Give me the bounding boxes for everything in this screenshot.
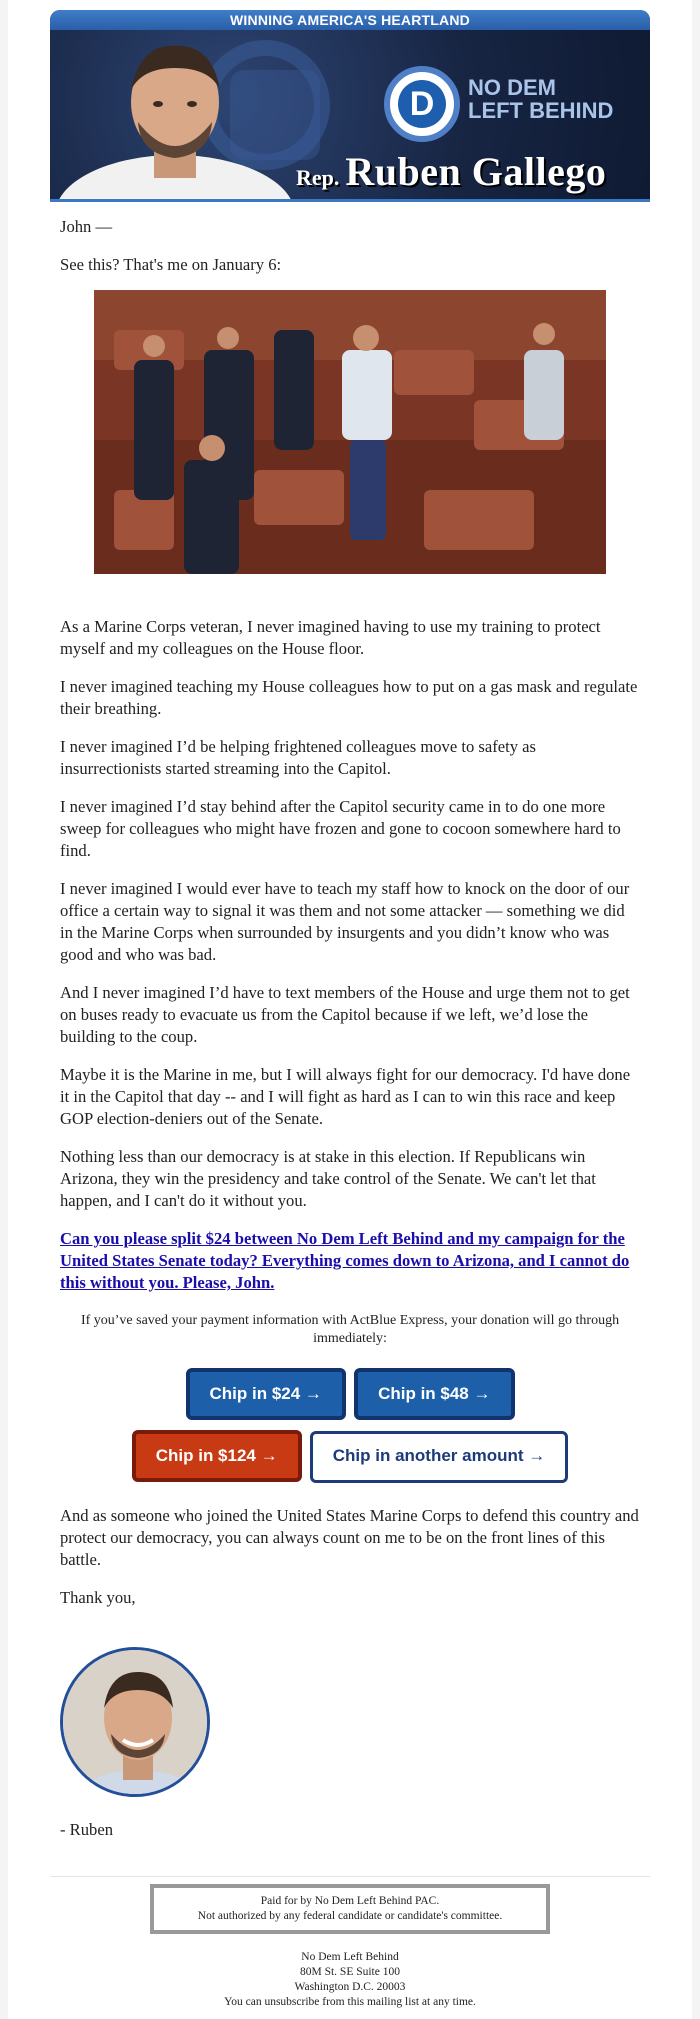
closing-paragraph: And as someone who joined the United States Marine Corps to defend this country and protect our democracy, you can always count on me to be on the front lines of this battle.	[60, 1506, 639, 1569]
story-paragraph: Maybe it is the Marine in me, but I will always fight for our democracy. I'd have done it in the Capitol that day -- and I will fight as hard as I can to win this race and keep GOP election-deniers out of the Senate.	[60, 1065, 631, 1128]
header-banner	[50, 10, 650, 202]
header-hero	[50, 30, 650, 202]
message-body	[50, 216, 650, 1841]
unsubscribe-line[interactable]: You can unsubscribe from this mailing list at any time.	[224, 1996, 476, 2008]
rep-name	[296, 148, 606, 195]
donate-button-row-1	[60, 1368, 640, 1420]
address-city: Washington D.C. 20003	[294, 1981, 406, 1993]
story-paragraph: And I never imagined I’d have to text members of the House and urge them not to get on buses ready to evacuate us from the Capitol because if we left, we’d lose the building to the coup.	[60, 983, 630, 1046]
logo-letter: D	[398, 80, 446, 128]
chip-in-other-amount-button[interactable]: Chip in another amount →	[310, 1431, 569, 1483]
paid-for-disclaimer	[150, 1884, 550, 1934]
rep-fullname: Ruben Gallego	[345, 149, 607, 194]
greeting: John —	[60, 217, 113, 236]
paid-for-line: Paid for by No Dem Left Behind PAC.	[260, 1895, 440, 1907]
chip-in-24-button[interactable]: Chip in $24 →	[186, 1368, 346, 1420]
thanks-line: Thank you,	[60, 1588, 136, 1607]
no-dem-left-behind-logo	[384, 66, 460, 142]
intro-line: See this? That's me on January 6:	[60, 255, 282, 274]
story-paragraph: As a Marine Corps veteran, I never imagined having to use my training to protect myself and my colleagues on the House floor.	[60, 617, 601, 658]
rep-prefix: Rep.	[296, 165, 340, 190]
chip-in-48-button[interactable]: Chip in $48 →	[354, 1368, 514, 1420]
avatar	[60, 1647, 210, 1797]
footer	[50, 1884, 650, 2010]
story-paragraph: Nothing less than our democracy is at stake in this election. If Republicans win Arizona, they win the presidency and take control of the Senate. We can't let that happen, and I can't do it without you.	[60, 1147, 596, 1210]
not-authorized-line: Not authorized by any federal candidate or candidate's committee.	[197, 1910, 503, 1922]
org-name	[468, 76, 638, 122]
rep-portrait-image	[50, 30, 300, 202]
signature: - Ruben	[60, 1820, 113, 1839]
story-paragraph: I never imagined I’d stay behind after the Capitol security came in to do one more sweep for colleagues who might have frozen and gone to cocoon somewhere hard to find.	[60, 797, 621, 860]
header-tagline: WINNING AMERICA'S HEARTLAND	[50, 10, 650, 30]
org-name-line2: LEFT BEHIND	[468, 98, 614, 123]
donate-ask-link[interactable]: Can you please split $24 between No Dem Left Behind and my campaign for the United States Senate today? Everything comes down to Arizona, and I cannot do this without you. Please, John.	[60, 1229, 630, 1292]
donate-button-row-2	[60, 1430, 640, 1483]
story-paragraph: I never imagined I would ever have to teach my staff how to knock on the door of our office a certain way to signal it was them and not some attacker — something we did in the Marine Corps when surrounded by insurgents and you didn’t know who was good and who was bad.	[60, 879, 630, 964]
story-paragraph: I never imagined I’d be helping frightened colleagues move to safety as insurrectionists started streaming into the Capitol.	[60, 737, 536, 778]
january-6-photo	[94, 290, 606, 574]
email-body	[50, 10, 650, 2008]
address-street: 80M St. SE Suite 100	[299, 1966, 400, 1978]
address-name: No Dem Left Behind	[301, 1951, 399, 1963]
org-name-line1: NO DEM	[468, 75, 556, 100]
actblue-note: If you’ve saved your payment information with ActBlue Express, your donation will go through immediately:	[80, 1313, 620, 1346]
email-page	[8, 0, 692, 2019]
ruben-headshot-image	[63, 1650, 210, 1797]
footer-divider	[50, 1876, 650, 1877]
story-paragraph: I never imagined teaching my House colleagues how to put on a gas mask and regulate their breathing.	[60, 677, 638, 718]
chip-in-124-button[interactable]: Chip in $124 →	[132, 1430, 302, 1482]
